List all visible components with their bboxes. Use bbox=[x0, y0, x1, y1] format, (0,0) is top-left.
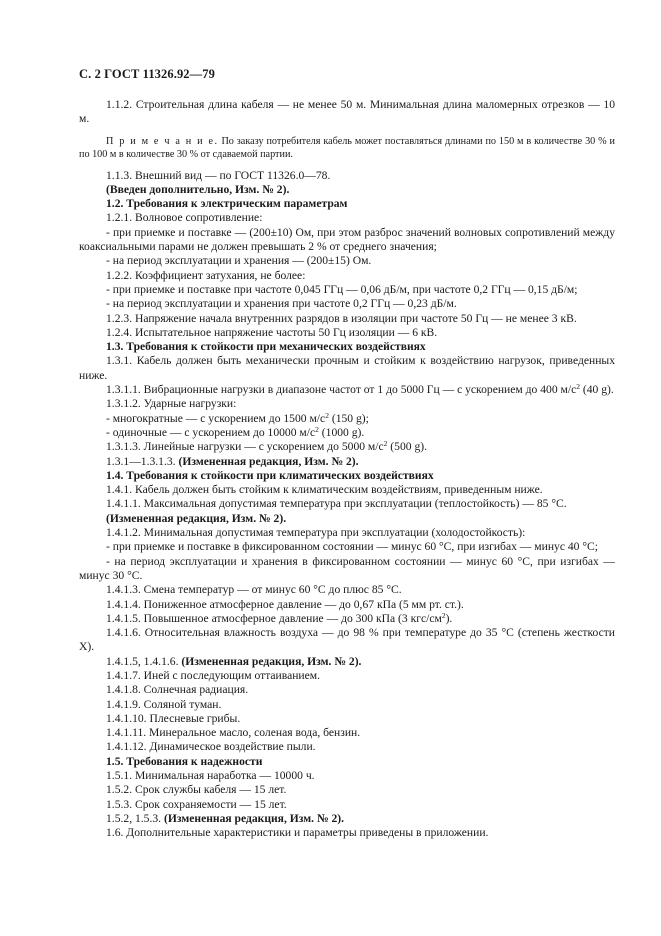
clause-1-4-1-4: 1.4.1.4. Пониженное атмосферное давление — до 0,67 кПа (5 мм рт. ст.). bbox=[106, 597, 464, 611]
amendment-note: (Измененная редакция, Изм. № 2). bbox=[106, 511, 287, 525]
amendment-note bbox=[79, 655, 615, 669]
clause-text: (150 g); bbox=[328, 411, 369, 425]
clause-1-5-2: 1.5.2. Срок службы кабеля — 15 лет. bbox=[106, 783, 287, 797]
clause-1-4-1-9: 1.4.1.9. Соляной туман. bbox=[106, 697, 222, 711]
amendment-text: (Измененная редакция, Изм. № 2). bbox=[178, 454, 359, 468]
clause-1-5-3: 1.5.3. Срок сохраняемости — 15 лет. bbox=[106, 797, 287, 811]
clause-1-4-1-3: 1.4.1.3. Смена температур — от минус 60 °С до плюс 85 °С. bbox=[106, 583, 402, 597]
section-heading-1-2: 1.2. Требования к электрическим параметрам bbox=[106, 197, 348, 211]
clause-ref: 1.4.1.5, 1.4.1.6. bbox=[106, 654, 182, 668]
section-heading-1-4: 1.4. Требования к стойкости при климатических воздействиях bbox=[106, 468, 434, 482]
clause-text: (500 g). bbox=[387, 440, 427, 454]
clause-1-4-1-8: 1.4.1.8. Солнечная радиация. bbox=[106, 683, 249, 697]
clause-text: ). bbox=[445, 611, 453, 625]
clause-1-2-4: 1.2.4. Испытательное напряжение частоты 50 Гц изоляции — 6 кВ. bbox=[106, 325, 438, 339]
clause-1-2-3: 1.2.3. Напряжение начала внутренних разрядов в изоляции при частоте 50 Гц — не менее 3 кВ. bbox=[106, 311, 577, 325]
list-item: - на период эксплуатации и хранения — (200±15) Ом. bbox=[106, 254, 372, 268]
clause-1-3-1-2: 1.3.1.2. Ударные нагрузки: bbox=[106, 397, 237, 411]
section-heading-1-5: 1.5. Требования к надежности bbox=[106, 754, 263, 768]
clause-1-5-1: 1.5.1. Минимальная наработка — 10000 ч. bbox=[106, 769, 315, 783]
amendment-text: (Измененная редакция, Изм. № 2). bbox=[181, 654, 362, 668]
clause-text: (1000 g). bbox=[318, 425, 365, 439]
clause-1-4-1-10: 1.4.1.10. Плесневые грибы. bbox=[106, 711, 241, 725]
clause-1-4-1-6: 1.4.1.6. Относительная влажность воздуха — до 98 % при температуре до 35 °С (степень жесткости X). bbox=[79, 626, 615, 654]
list-item bbox=[79, 412, 615, 426]
page-header: С. 2 ГОСТ 11326.92—79 bbox=[79, 67, 215, 81]
note bbox=[79, 135, 615, 161]
superscript: 2 bbox=[576, 382, 580, 392]
clause-1-4-1-12: 1.4.1.12. Динамическое воздействие пыли. bbox=[106, 740, 316, 754]
clause-1-2-1: 1.2.1. Волновое сопротивление: bbox=[106, 211, 263, 225]
clause-text: 1.3.1.3. Линейные нагрузки — с ускорением до 5000 м/с bbox=[106, 440, 384, 454]
list-item bbox=[79, 426, 615, 440]
note-text: По заказу потребителя кабель может поставляться длинами по 150 м в количестве 30 % и по 100 м в количестве 30 % от сдаваемой партии. bbox=[79, 135, 615, 160]
clause-ref: 1.3.1—1.3.1.3. bbox=[106, 454, 179, 468]
clause-1-6: 1.6. Дополнительные характеристики и параметры приведены в приложении. bbox=[106, 826, 489, 840]
clause-1-3-1-3 bbox=[79, 440, 615, 454]
section-heading-1-3: 1.3. Требования к стойкости при механических воздействиях bbox=[106, 340, 426, 354]
clause-text: - одиночные — с ускорением до 10000 м/с bbox=[106, 425, 316, 439]
list-item: - на период эксплуатации и хранения в фиксированном состоянии — минус 60 °С, при изгибах — минус 30 °С. bbox=[79, 554, 615, 582]
list-item: - при приемке и поставке при частоте 0,045 ГГц — 0,06 дБ/м, при частоте 0,2 ГГц — 0,15 дБ/м; bbox=[106, 282, 578, 296]
superscript: 2 bbox=[441, 610, 446, 620]
amendment-note bbox=[79, 455, 615, 469]
document-body bbox=[79, 98, 615, 841]
clause-1-1-3: 1.1.3. Внешний вид — по ГОСТ 11326.0—78. bbox=[106, 168, 331, 182]
superscript: 2 bbox=[325, 410, 329, 420]
note-label: П р и м е ч а н и е. bbox=[106, 135, 219, 147]
clause-1-2-2: 1.2.2. Коэффициент затухания, не более: bbox=[106, 268, 306, 282]
clause-text: 1.3.1.1. Вибрационные нагрузки в диапазоне частот от 1 до 5000 Гц — с ускорением до 400 м/с bbox=[106, 383, 577, 397]
amendment-text: (Измененная редакция, Изм. № 2). bbox=[163, 811, 345, 825]
document-page bbox=[79, 67, 615, 841]
clause-ref: 1.5.2, 1.5.3. bbox=[106, 811, 164, 825]
list-item: - на период эксплуатации и хранения при частоте 0,2 ГГц — 0,23 дБ/м. bbox=[106, 297, 457, 311]
amendment-note bbox=[79, 812, 615, 826]
clause-1-3-1-1 bbox=[79, 383, 615, 397]
superscript: 2 bbox=[383, 439, 388, 449]
clause-text: 1.4.1.5. Повышенное атмосферное давление — до 300 кПа (3 кгс/см bbox=[106, 611, 442, 625]
clause-1-4-1: 1.4.1. Кабель должен быть стойким к климатическим воздействиям, приведенным ниже. bbox=[106, 483, 543, 497]
clause-1-1-2: 1.1.2. Строительная длина кабеля — не менее 50 м. Минимальная длина маломерных отрезков — 10 м. bbox=[79, 98, 615, 126]
list-item: - при приемке и поставке — (200±10) Ом, при этом разброс значений волновых сопротивлений между коаксиальными парами не должен превышать 2 % от среднего значения; bbox=[79, 225, 615, 254]
clause-text: (40 g). bbox=[579, 383, 614, 397]
clause-1-3-1: 1.3.1. Кабель должен быть механически прочным и стойким к воздействию нагрузок, приведенных ниже. bbox=[79, 354, 615, 382]
clause-1-4-1-2: 1.4.1.2. Минимальная допустимая температура при эксплуатации (холодостойкость): bbox=[106, 526, 526, 540]
clause-1-4-1-11: 1.4.1.11. Минеральное масло, соленая вода, бензин. bbox=[106, 726, 361, 740]
clause-1-4-1-5 bbox=[79, 612, 615, 626]
clause-1-4-1-1: 1.4.1.1. Максимальная допустимая температура при эксплуатации (теплостойкость) — 85 °С. bbox=[106, 497, 567, 511]
clause-text: - многократные — с ускорением до 1500 м/с bbox=[106, 411, 326, 425]
amendment-note: (Введен дополнительно, Изм. № 2). bbox=[106, 182, 290, 196]
clause-1-4-1-7: 1.4.1.7. Иней с последующим оттаиванием. bbox=[106, 668, 321, 682]
list-item: - при приемке и поставке в фиксированном состоянии — минус 60 °С, при изгибах — минус 40 °С; bbox=[106, 540, 598, 554]
superscript: 2 bbox=[315, 424, 319, 434]
